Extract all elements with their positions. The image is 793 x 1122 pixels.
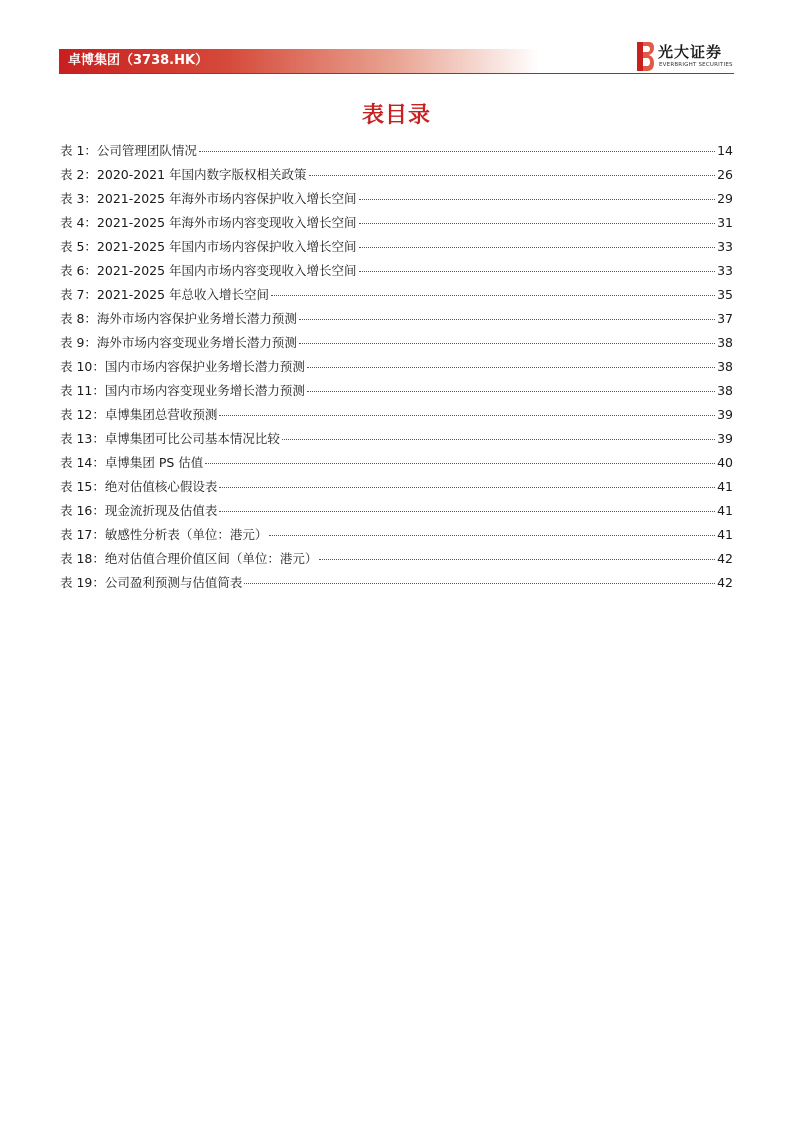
toc-item[interactable] xyxy=(60,211,733,235)
everbright-logo-icon xyxy=(637,42,654,71)
toc-item-page: 41 xyxy=(717,503,733,518)
toc-leader-dots xyxy=(319,559,715,560)
toc-leader-dots xyxy=(219,511,715,512)
toc-item-page: 37 xyxy=(717,311,733,326)
toc-list xyxy=(60,139,733,595)
toc-item-page: 42 xyxy=(717,551,733,566)
toc-item-label: 表 18：绝对估值合理价值区间（单位：港元） xyxy=(60,551,318,566)
toc-item[interactable] xyxy=(60,355,733,379)
toc-item[interactable] xyxy=(60,571,733,595)
toc-item-page: 31 xyxy=(717,215,733,230)
toc-item-page: 41 xyxy=(717,479,733,494)
toc-item[interactable] xyxy=(60,451,733,475)
toc-item[interactable] xyxy=(60,283,733,307)
toc-item-label: 表 16：现金流折现及估值表 xyxy=(60,503,218,518)
toc-item-label: 表 3：2021-2025 年海外市场内容保护收入增长空间 xyxy=(60,191,357,206)
header-divider xyxy=(59,73,734,74)
toc-leader-dots xyxy=(199,151,715,152)
toc-item[interactable] xyxy=(60,547,733,571)
toc-item-page: 42 xyxy=(717,575,733,590)
toc-item-page: 41 xyxy=(717,527,733,542)
toc-item[interactable] xyxy=(60,259,733,283)
toc-item[interactable] xyxy=(60,187,733,211)
toc-item-label: 表 19：公司盈利预测与估值简表 xyxy=(60,575,243,590)
toc-item-label: 表 9：海外市场内容变现业务增长潜力预测 xyxy=(60,335,297,350)
toc-item[interactable] xyxy=(60,523,733,547)
brand-name: 光大证券 xyxy=(658,43,723,61)
toc-item[interactable] xyxy=(60,163,733,187)
toc-leader-dots xyxy=(307,391,715,392)
toc-item[interactable] xyxy=(60,403,733,427)
toc-item-label: 表 1：公司管理团队情况 xyxy=(60,143,197,158)
toc-item-label: 表 15：绝对估值核心假设表 xyxy=(60,479,218,494)
toc-item-label: 表 4：2021-2025 年海外市场内容变现收入增长空间 xyxy=(60,215,357,230)
toc-item-page: 29 xyxy=(717,191,733,206)
toc-item-label: 表 13：卓博集团可比公司基本情况比较 xyxy=(60,431,280,446)
toc-item-page: 38 xyxy=(717,383,733,398)
toc-leader-dots xyxy=(219,487,715,488)
toc-leader-dots xyxy=(359,271,716,272)
toc-title: 表目录 xyxy=(361,103,431,128)
toc-leader-dots xyxy=(299,343,715,344)
toc-item-page: 38 xyxy=(717,335,733,350)
toc-item-label: 表 7：2021-2025 年总收入增长空间 xyxy=(60,287,270,302)
toc-item-page: 14 xyxy=(717,143,733,158)
toc-item[interactable] xyxy=(60,379,733,403)
toc-item[interactable] xyxy=(60,307,733,331)
toc-item-page: 35 xyxy=(717,287,733,302)
toc-item-label: 表 17：敏感性分析表（单位：港元） xyxy=(60,527,268,542)
toc-leader-dots xyxy=(359,199,716,200)
toc-leader-dots xyxy=(359,223,716,224)
toc-item-label: 表 10：国内市场内容保护业务增长潜力预测 xyxy=(60,359,305,374)
toc-leader-dots xyxy=(299,319,715,320)
toc-item-page: 38 xyxy=(717,359,733,374)
toc-item-label: 表 12：卓博集团总营收预测 xyxy=(60,407,218,422)
toc-leader-dots xyxy=(271,295,715,296)
toc-leader-dots xyxy=(269,535,715,536)
toc-item-label: 表 14：卓博集团 PS 估值 xyxy=(60,455,204,470)
toc-leader-dots xyxy=(219,415,715,416)
toc-item-page: 40 xyxy=(717,455,733,470)
toc-leader-dots xyxy=(244,583,715,584)
toc-item-page: 39 xyxy=(717,407,733,422)
toc-item-page: 26 xyxy=(717,167,733,182)
toc-item-label: 表 2：2020-2021 年国内数字版权相关政策 xyxy=(60,167,307,182)
toc-item-page: 33 xyxy=(717,239,733,254)
toc-item[interactable] xyxy=(60,235,733,259)
toc-item-page: 33 xyxy=(717,263,733,278)
toc-item-label: 表 8：海外市场内容保护业务增长潜力预测 xyxy=(60,311,297,326)
toc-leader-dots xyxy=(205,463,715,464)
brand-name-en: EVERBRIGHT SECURITIES xyxy=(659,62,733,68)
toc-leader-dots xyxy=(282,439,715,440)
brand-logo xyxy=(637,42,737,72)
toc-item[interactable] xyxy=(60,331,733,355)
toc-leader-dots xyxy=(359,247,716,248)
toc-item-label: 表 5：2021-2025 年国内市场内容保护收入增长空间 xyxy=(60,239,357,254)
toc-item-label: 表 11：国内市场内容变现业务增长潜力预测 xyxy=(60,383,305,398)
toc-item[interactable] xyxy=(60,427,733,451)
toc-item-label: 表 6：2021-2025 年国内市场内容变现收入增长空间 xyxy=(60,263,357,278)
toc-item[interactable] xyxy=(60,139,733,163)
toc-item[interactable] xyxy=(60,499,733,523)
toc-item-page: 39 xyxy=(717,431,733,446)
toc-leader-dots xyxy=(307,367,715,368)
toc-item[interactable] xyxy=(60,475,733,499)
report-title: 卓博集团（3738.HK） xyxy=(68,53,209,68)
toc-leader-dots xyxy=(309,175,716,176)
